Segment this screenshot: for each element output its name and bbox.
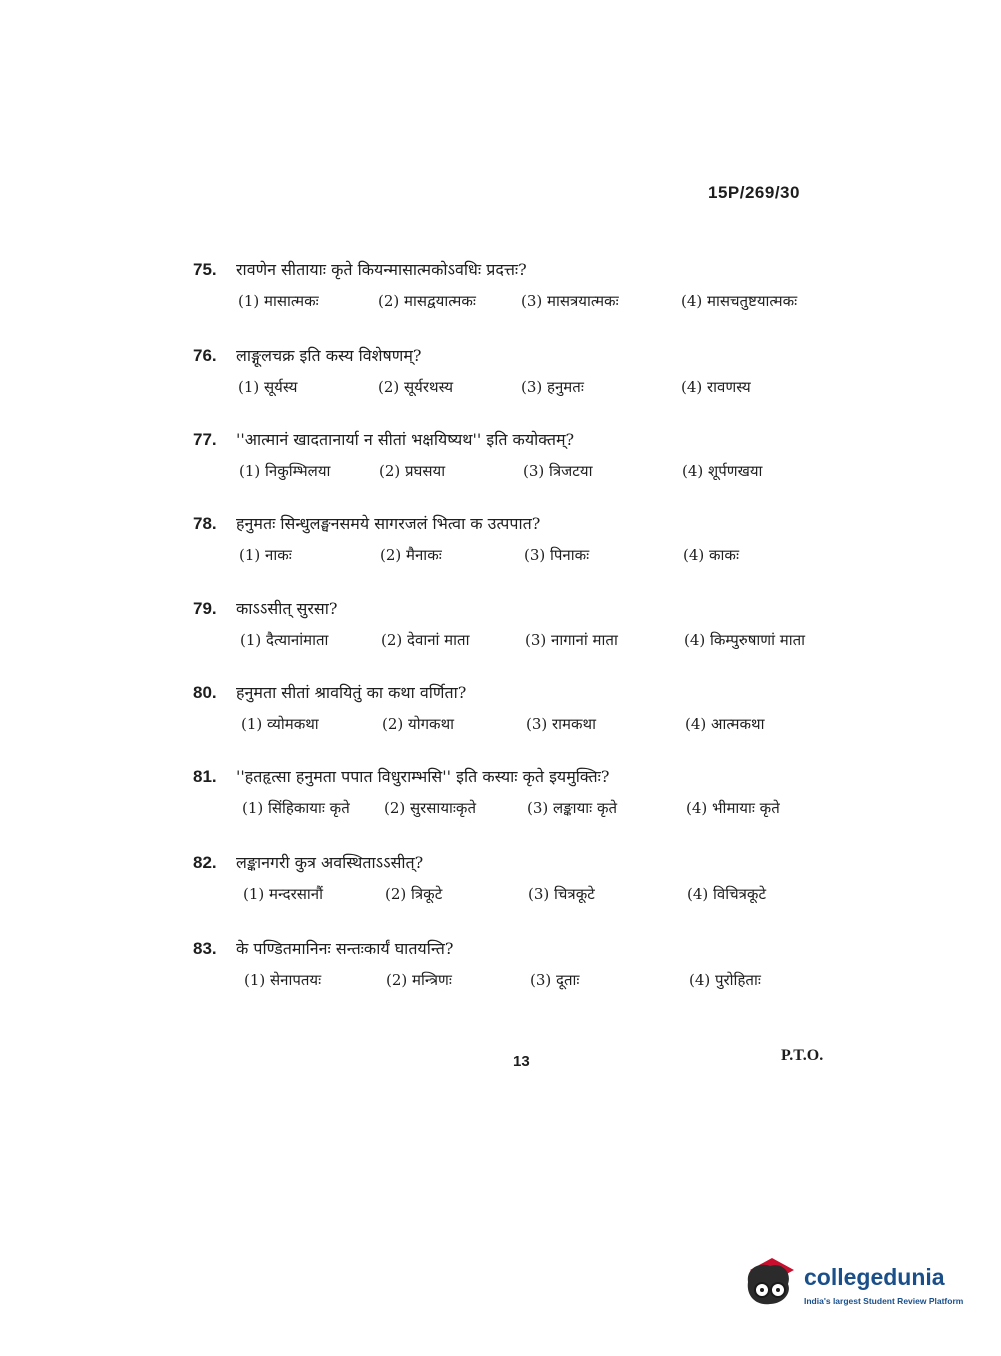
page-number: 13 <box>513 1053 530 1070</box>
option-1: (1) निकुम्भिलया <box>239 462 331 480</box>
pto-label: P.T.O. <box>781 1047 824 1064</box>
question-text: ''हतहृत्सा हनुमता पपात विधुराम्भसि'' इति कस्याः कृते इयमुक्तिः? <box>236 767 610 786</box>
question-number: 82. <box>193 853 217 872</box>
option-1: (1) दैत्यानांमाता <box>240 631 329 649</box>
option-2: (2) सूर्यरथस्य <box>378 378 454 396</box>
question-text: रावणेन सीतायाः कृते कियन्मासात्मकोऽवधिः प्रदत्तः? <box>236 260 527 279</box>
option-3: (3) रामकथा <box>526 715 596 733</box>
question-number: 75. <box>193 260 217 279</box>
option-2: (2) मैनाकः <box>380 546 442 564</box>
paper-code: 15P/269/30 <box>708 183 800 202</box>
question-text: लङ्कानगरी कुत्र अवस्थिताऽऽसीत्? <box>236 853 424 872</box>
option-3: (3) त्रिजटया <box>523 462 593 480</box>
question-text: ''आत्मानं खादतानार्या न सीतां भक्षयिष्यथ'' इति कयोक्तम्? <box>236 430 575 449</box>
brand-name: collegedunia <box>804 1264 945 1290</box>
question-number: 80. <box>193 683 217 702</box>
option-3: (3) दूताः <box>530 971 580 989</box>
brand-tagline: India's largest Student Review Platform <box>804 1296 964 1306</box>
option-4: (4) विचित्रकूटे <box>687 885 767 903</box>
option-3: (3) मासत्रयात्मकः <box>521 292 619 310</box>
option-3: (3) पिनाकः <box>524 546 590 564</box>
collegedunia-watermark <box>742 1252 972 1312</box>
option-2: (2) प्रघसया <box>379 462 446 480</box>
question-text: लाङ्गूलचक्र इति कस्य विशेषणम्? <box>236 346 422 365</box>
option-1: (1) मासात्मकः <box>238 292 319 310</box>
option-3: (3) नागानां माता <box>525 631 618 649</box>
option-2: (2) मन्त्रिणः <box>386 971 452 989</box>
question-number: 83. <box>193 939 217 958</box>
option-4: (4) पुरोहिताः <box>689 971 761 989</box>
option-1: (1) सूर्यस्य <box>238 378 298 396</box>
question-number: 81. <box>193 767 217 786</box>
option-2: (2) त्रिकूटे <box>385 885 443 903</box>
option-3: (3) लङ्कायाः कृते <box>527 799 618 817</box>
question-text: हनुमता सीतां श्रावयितुं का कथा वर्णिता? <box>236 683 467 702</box>
option-4: (4) किम्पुरुषाणां माता <box>684 631 806 649</box>
option-1: (1) सेनापतयः <box>244 971 322 989</box>
question-number: 79. <box>193 599 217 618</box>
option-2: (2) मासद्वयात्मकः <box>378 292 476 310</box>
option-4: (4) आत्मकथा <box>685 715 765 733</box>
option-4: (4) काकः <box>683 546 739 564</box>
option-4: (4) शूर्पणखया <box>682 462 763 480</box>
option-1: (1) मन्दरसानौं <box>243 885 323 903</box>
question-number: 77. <box>193 430 217 449</box>
option-3: (3) चित्रकूटे <box>528 885 595 903</box>
option-1: (1) नाकः <box>239 546 292 564</box>
option-3: (3) हनुमतः <box>521 378 584 396</box>
option-2: (2) देवानां माता <box>381 631 470 649</box>
question-number: 76. <box>193 346 217 365</box>
question-text: के पण्डितमानिनः सन्तःकार्यं घातयन्ति? <box>236 939 454 958</box>
option-4: (4) भीमायाः कृते <box>686 799 780 817</box>
option-2: (2) सुरसायाःकृते <box>384 799 477 817</box>
option-4: (4) रावणस्य <box>681 378 751 396</box>
question-number: 78. <box>193 514 217 533</box>
option-4: (4) मासचतुष्टयात्मकः <box>681 292 798 310</box>
mascot-icon <box>742 1252 798 1310</box>
option-2: (2) योगकथा <box>382 715 455 733</box>
option-1: (1) व्योमकथा <box>241 715 319 733</box>
option-1: (1) सिंहिकायाः कृते <box>242 799 350 817</box>
question-text: काऽऽसीत् सुरसा? <box>236 599 338 618</box>
question-text: हनुमतः सिन्धुलङ्घनसमये सागरजलं भित्वा क उत्पपात? <box>236 514 541 533</box>
